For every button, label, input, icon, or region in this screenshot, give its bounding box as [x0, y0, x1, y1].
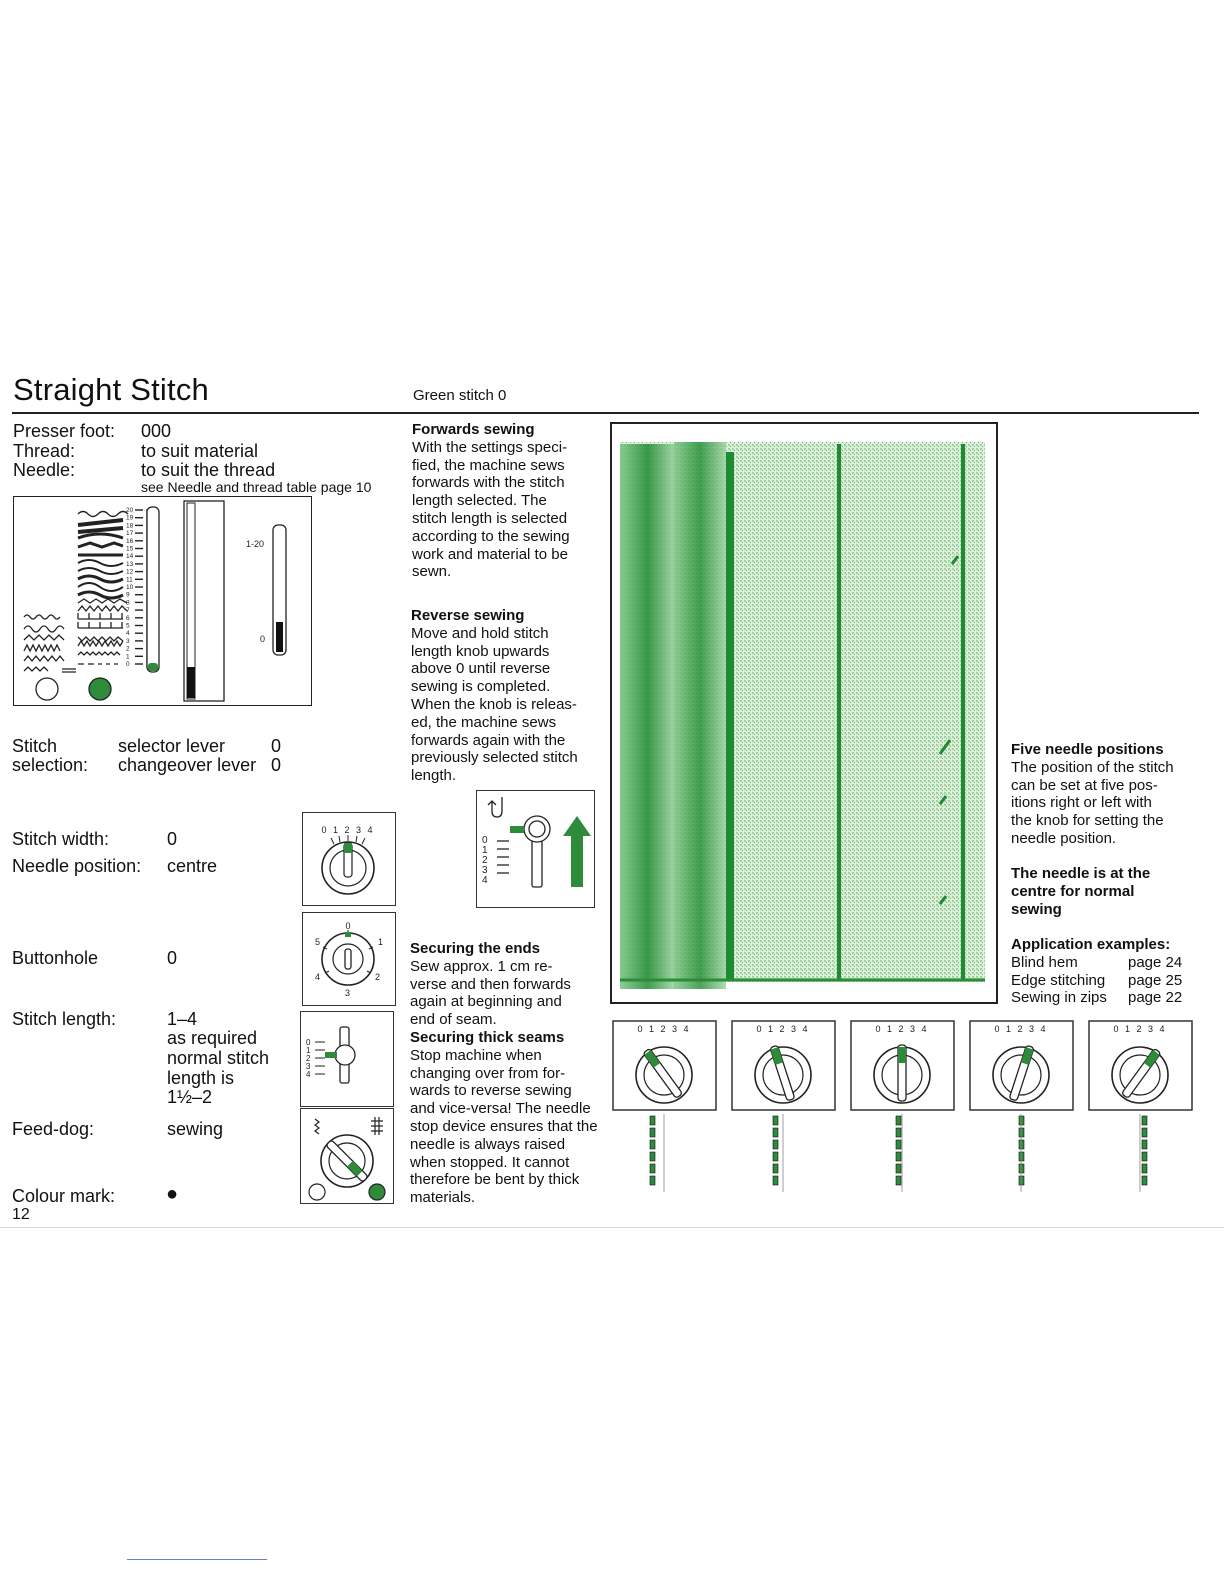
stitch-mark — [650, 1140, 655, 1149]
position-dial-scale: 0 1 2 3 4 — [994, 1024, 1048, 1034]
forwards-line: sewn. — [412, 563, 452, 581]
stitch-mark — [773, 1176, 778, 1185]
bh-label-0: 0 — [345, 921, 351, 931]
reverse-line: forwards again with the — [411, 731, 566, 749]
stitch-mark — [1142, 1152, 1147, 1161]
selector-lever-value: 0 — [271, 736, 282, 756]
selection-label-2: selection: — [12, 755, 89, 775]
stitch-mark — [896, 1164, 901, 1173]
length-scale-number: 4 — [306, 1070, 311, 1079]
scale-number: 4 — [126, 630, 130, 638]
forwards-line: according to the sewing — [412, 527, 570, 545]
scale-number: 2 — [126, 645, 130, 653]
reverse-line: length. — [411, 767, 457, 785]
app-row — [1011, 954, 1201, 972]
length-scale-number: 2 — [306, 1054, 311, 1063]
buttonhole-dial-box — [302, 912, 396, 1006]
stitch-length-value-2: as required — [167, 1028, 258, 1048]
presser-foot-value: 000 — [141, 421, 172, 441]
position-dial-box — [613, 1021, 716, 1110]
application-examples — [1011, 936, 1201, 1007]
scale-number: 10 — [126, 584, 134, 591]
position-dial — [1089, 1021, 1192, 1192]
thick-line: materials. — [410, 1189, 476, 1207]
feed-dog-value: sewing — [167, 1119, 224, 1139]
svg-text:4: 4 — [482, 875, 488, 886]
securing-line: end of seam. — [410, 1011, 497, 1029]
stitch-mark — [650, 1116, 655, 1125]
scale-number: 12 — [126, 568, 134, 576]
stitch-mark — [896, 1176, 901, 1185]
forwards-heading: Forwards sewing — [412, 421, 535, 438]
thread-value: to suit material — [141, 441, 259, 461]
thick-line: stop device ensures that the — [410, 1117, 598, 1135]
securing-line: Sew approx. 1 cm re- — [410, 957, 553, 975]
stitch-mark — [1019, 1116, 1024, 1125]
centre-note-line: sewing — [1011, 900, 1062, 918]
app-name: Edge stitching — [1011, 971, 1106, 989]
scale-number: 17 — [126, 530, 134, 538]
scale-number: 14 — [126, 553, 134, 561]
scale-number: 9 — [126, 591, 130, 599]
bh-label-4: 4 — [315, 972, 321, 982]
svg-text:0: 0 — [482, 835, 488, 846]
stitch-mark — [896, 1152, 901, 1161]
buttonhole-label: Buttonhole — [12, 948, 99, 968]
stitch-mark — [1142, 1128, 1147, 1137]
securing-heading: Securing the ends — [410, 940, 541, 957]
thick-line: when stopped. It cannot — [410, 1153, 570, 1171]
buttonhole-value: 0 — [167, 948, 178, 968]
scale-number: 11 — [126, 576, 133, 584]
stitch-mark — [650, 1128, 655, 1137]
stitch-length-value-3: normal stitch — [167, 1048, 270, 1068]
five-line: needle position. — [1011, 829, 1117, 847]
scale-number: 16 — [126, 537, 134, 545]
length-scale-number: 0 — [306, 1038, 311, 1047]
selection-label-1: Stitch — [12, 736, 58, 756]
needle-position-value: centre — [167, 856, 218, 876]
scale-number: 3 — [126, 637, 130, 645]
bottom-rule — [0, 1227, 1224, 1228]
forwards-line: fied, the machine sews — [412, 456, 565, 474]
colour-mark-label: Colour mark: — [12, 1186, 116, 1206]
svg-text:2: 2 — [482, 855, 488, 866]
five-positions-section — [1011, 741, 1201, 848]
selector-lever-label: selector lever — [118, 736, 226, 756]
colour-mark-dot: ● — [166, 1183, 179, 1205]
thick-heading: Securing thick seams — [410, 1028, 565, 1046]
length-scale-number: 3 — [306, 1062, 311, 1071]
reverse-line: ed, the machine sews — [411, 713, 557, 731]
stitch-mark — [1019, 1152, 1024, 1161]
stitch-mark — [1142, 1176, 1147, 1185]
reverse-arrow-icon — [563, 816, 591, 887]
stitch-mark — [1019, 1140, 1024, 1149]
page-subtitle: Green stitch 0 — [413, 387, 507, 404]
stitch-mark — [1142, 1116, 1147, 1125]
centre-note-line: The needle is at the — [1011, 865, 1151, 882]
reverse-line: length knob upwards — [411, 642, 550, 660]
reverse-line: Move and hold stitch — [411, 624, 549, 642]
forwards-sewing-section — [412, 421, 602, 581]
position-dial-handle — [898, 1045, 906, 1101]
stitch-mark — [773, 1164, 778, 1173]
securing-line: verse and then forwards — [410, 975, 571, 993]
stitch-mark — [896, 1116, 901, 1125]
reverse-line: When the knob is releas- — [411, 695, 577, 713]
app-page: page 25 — [1128, 971, 1183, 989]
thick-line: and vice-versa! The needle — [410, 1100, 591, 1118]
stitch-mark — [896, 1128, 901, 1137]
app-page: page 22 — [1128, 989, 1183, 1007]
thick-line: Stop machine when — [410, 1046, 542, 1064]
five-line: itions right or left with — [1011, 794, 1152, 812]
forwards-line: forwards with the stitch — [412, 474, 565, 492]
app-row — [1011, 989, 1201, 1007]
position-dial-scale: 0 1 2 3 4 — [875, 1024, 929, 1034]
scale-number: 8 — [126, 599, 130, 607]
scale-number: 0 — [126, 661, 130, 668]
svg-text:1: 1 — [482, 845, 488, 856]
position-dial — [970, 1021, 1073, 1192]
stitch-pattern-chart — [14, 497, 310, 704]
stitch-mark — [773, 1116, 778, 1125]
position-dial-scale: 0 1 2 3 4 — [756, 1024, 810, 1034]
bh-label-1: 1 — [378, 937, 384, 947]
stitch-mark — [896, 1140, 901, 1149]
empty-colour-circle — [36, 678, 58, 700]
scale-number: 15 — [126, 545, 134, 553]
reverse-line: sewing is completed. — [411, 678, 551, 696]
app-row — [1011, 972, 1201, 990]
scale-number: 7 — [126, 607, 130, 615]
securing-ends-section — [410, 940, 605, 1207]
stitch-width-label: Stitch width: — [12, 829, 110, 849]
scale-number: 13 — [126, 560, 134, 568]
five-line: the knob for setting the — [1011, 812, 1164, 830]
stitch-length-scale — [126, 507, 143, 668]
stitch-length-value-1: 1–4 — [167, 1009, 198, 1029]
thick-line: therefore be bent by thick — [410, 1171, 580, 1189]
forwards-line: With the settings speci- — [412, 438, 568, 456]
position-dial-box — [1089, 1021, 1192, 1110]
fabric-sample-image — [610, 422, 998, 1004]
width-dial-scale: 0 1 2 3 4 — [321, 825, 375, 835]
length-scale — [306, 1038, 311, 1079]
stitch-length-value-5: 1½–2 — [167, 1087, 213, 1107]
reverse-sewing-section — [411, 607, 601, 785]
needle-note: see Needle and thread table page 10 — [141, 479, 372, 495]
app-page: page 24 — [1128, 953, 1183, 971]
feed-dog-empty-circle — [309, 1184, 325, 1200]
stitch-length-label: Stitch length: — [12, 1009, 117, 1029]
stitch-width-value: 0 — [167, 829, 178, 849]
stitch-mark — [650, 1152, 655, 1161]
forwards-line: stitch length is selected — [412, 509, 568, 527]
feed-dog-label: Feed-dog: — [12, 1119, 95, 1139]
stitch-mark — [650, 1176, 655, 1185]
reverse-line: above 0 until reverse — [411, 660, 551, 678]
position-dial-mark — [898, 1047, 906, 1063]
centre-note — [1011, 865, 1201, 918]
changeover-lever-label: changeover lever — [118, 755, 257, 775]
scale-number: 18 — [126, 522, 134, 530]
stitch-mark — [773, 1140, 778, 1149]
feed-dog-dial-box — [300, 1108, 394, 1204]
position-dial — [613, 1021, 716, 1192]
range-label: 1-20 — [246, 539, 265, 549]
stitch-mark — [1142, 1140, 1147, 1149]
footer-line — [127, 1559, 267, 1560]
bh-label-3: 3 — [345, 988, 351, 998]
stitch-mark — [1142, 1164, 1147, 1173]
bh-label-5: 5 — [315, 937, 321, 947]
stitch-mark — [650, 1164, 655, 1173]
stitch-mark — [1019, 1128, 1024, 1137]
feed-dog-green-circle — [369, 1184, 385, 1200]
thick-line: changing over from for- — [410, 1064, 566, 1082]
stitch-mark — [1019, 1176, 1024, 1185]
needle-label: Needle: — [13, 460, 76, 480]
scale-number: 5 — [126, 622, 130, 630]
thick-line: wards to reverse sewing — [410, 1082, 572, 1100]
reverse-line: previously selected stitch — [411, 749, 578, 767]
scale-number: 6 — [126, 614, 130, 622]
app-heading: Application examples: — [1011, 936, 1171, 953]
centre-note-line: centre for normal — [1011, 882, 1135, 900]
needle-position-label: Needle position: — [12, 856, 142, 876]
zero-label: 0 — [260, 634, 266, 644]
securing-line: again at beginning and — [410, 993, 562, 1011]
position-dial — [851, 1021, 954, 1192]
stitch-length-dial-box — [300, 1011, 394, 1107]
stitch-mark — [1019, 1164, 1024, 1173]
presser-foot-label: Presser foot: — [13, 421, 116, 441]
changeover-lever-value: 0 — [271, 755, 282, 775]
stitch-mark — [773, 1152, 778, 1161]
stitch-selector-panel — [13, 496, 312, 706]
bh-label-2: 2 — [375, 972, 381, 982]
scale-number: 20 — [126, 507, 134, 514]
stitch-width-dial-box — [302, 812, 396, 906]
header-rule — [12, 412, 1199, 414]
page-number: 12 — [12, 1206, 30, 1223]
forwards-line: work and material to be — [412, 545, 568, 563]
position-dial-scale: 0 1 2 3 4 — [637, 1024, 691, 1034]
needle-position-dials — [612, 1020, 1202, 1200]
forwards-line: length selected. The — [412, 492, 547, 510]
svg-text:3: 3 — [482, 865, 488, 876]
five-line: can be set at five pos- — [1011, 776, 1158, 794]
stitch-mark — [773, 1128, 778, 1137]
needle-value: to suit the thread — [141, 460, 276, 480]
thread-label: Thread: — [13, 441, 76, 461]
reverse-lever-illustration — [476, 790, 595, 908]
app-name: Sewing in zips — [1011, 989, 1107, 1007]
stitch-length-value-4: length is — [167, 1068, 235, 1088]
thick-line: needle is always raised — [410, 1135, 566, 1153]
position-dial — [732, 1021, 835, 1192]
five-line: The position of the stitch — [1011, 758, 1174, 776]
scale-number: 19 — [126, 514, 134, 522]
five-heading: Five needle positions — [1011, 741, 1164, 758]
page-title: Straight Stitch — [13, 372, 209, 407]
green-colour-circle — [89, 678, 111, 700]
position-dial-scale: 0 1 2 3 4 — [1113, 1024, 1167, 1034]
length-scale-number: 1 — [306, 1046, 311, 1055]
app-name: Blind hem — [1011, 953, 1078, 971]
reverse-heading: Reverse sewing — [411, 607, 525, 624]
scale-number: 1 — [126, 653, 130, 661]
